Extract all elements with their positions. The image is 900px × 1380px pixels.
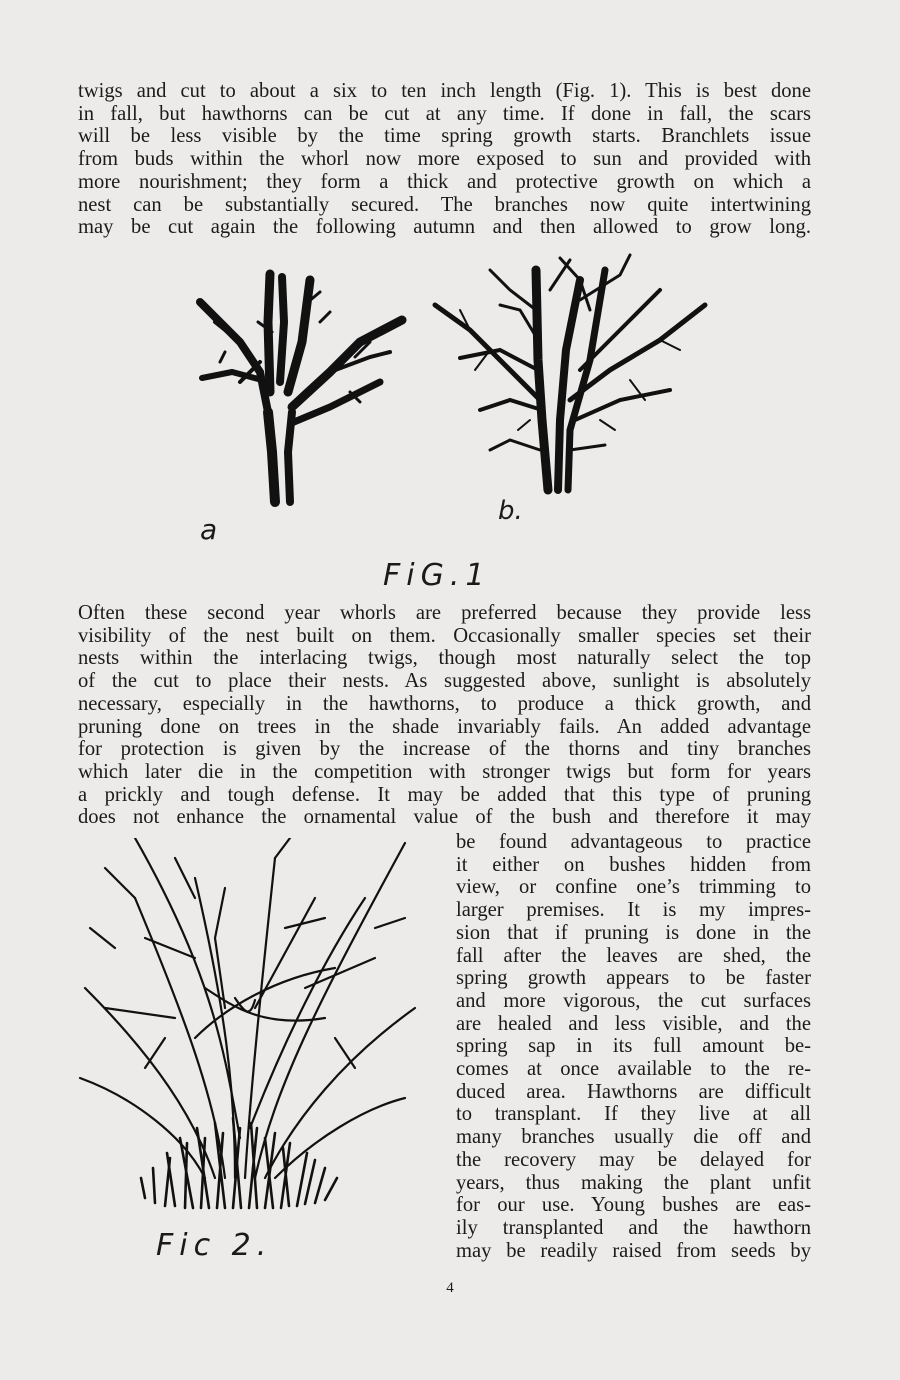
figure-1b-label: b. (498, 496, 523, 526)
figure-2-bush-drawing (75, 838, 430, 1218)
paragraph-2 (78, 602, 811, 829)
text-line: fall after the leaves are shed, the (456, 944, 811, 967)
text-line: of the cut to place their nests. As suggested above, sunlight is absolutely (78, 670, 811, 693)
text-line: visibility of the nest built on them. Occasionally smaller species set their (78, 624, 811, 647)
figure-1-caption: FiG.1 (383, 558, 491, 593)
figure-1a-label: a (200, 513, 218, 546)
text-line: may be cut again the following autumn and then allowed to grow long. (78, 216, 811, 239)
figure-1b-regrown-bush (430, 250, 710, 500)
text-line: it either on bushes hidden from (456, 853, 811, 876)
figure-1a-pruned-bush (180, 262, 410, 512)
text-line: which later die in the competition with stronger twigs but form for years (78, 760, 811, 783)
figure-2-caption: Fic 2. (156, 1228, 273, 1263)
text-line: necessary, especially in the hawthorns, to produce a thick growth, and (78, 692, 811, 715)
text-line: for protection is given by the increase of the thorns and tiny branches (78, 738, 811, 761)
text-line: be found advantageous to practice (456, 831, 811, 853)
text-line: duced area. Hawthorns are difficult (456, 1080, 811, 1103)
text-line: does not enhance the ornamental value of the bush and therefore it may (78, 806, 811, 829)
text-line: larger premises. It is my impres- (456, 899, 811, 922)
text-line: to transplant. If they live at all (456, 1103, 811, 1126)
text-line: spring growth appears to be faster (456, 967, 811, 990)
text-line: for our use. Young bushes are eas- (456, 1194, 811, 1217)
text-line: and more vigorous, the cut surfaces (456, 989, 811, 1012)
text-line: in fall, but hawthorns can be cut at any time. If done in fall, the scars (78, 102, 811, 125)
text-line: will be less visible by the time spring growth starts. Branchlets issue (78, 125, 811, 148)
text-line: Often these second year whorls are preferred because they provide less (78, 602, 811, 624)
text-line: many branches usually die off and (456, 1126, 811, 1149)
text-line: a prickly and tough defense. It may be added that this type of pruning (78, 783, 811, 806)
paragraph-1 (78, 80, 811, 239)
text-line: twigs and cut to about a six to ten inch length (Fig. 1). This is best done (78, 80, 811, 102)
text-line: view, or confine one’s trimming to (456, 876, 811, 899)
text-line: pruning done on trees in the shade invariably fails. An added advantage (78, 715, 811, 738)
text-line: sion that if pruning is done in the (456, 921, 811, 944)
text-line: the recovery may be delayed for (456, 1148, 811, 1171)
text-line: nest can be substantially secured. The branches now quite intertwining (78, 193, 811, 216)
text-line: nests within the interlacing twigs, though most naturally select the top (78, 647, 811, 670)
paragraph-3 (456, 831, 811, 1262)
text-line: comes at once available to the re- (456, 1058, 811, 1081)
text-line: ily transplanted and the hawthorn (456, 1216, 811, 1239)
text-line: years, thus making the plant unfit (456, 1171, 811, 1194)
text-line: may be readily raised from seeds by (456, 1239, 811, 1262)
text-line: spring sap in its full amount be- (456, 1035, 811, 1058)
text-line: are healed and less visible, and the (456, 1012, 811, 1035)
page-number: 4 (446, 1280, 454, 1296)
text-line: more nourishment; they form a thick and protective growth on which a (78, 170, 811, 193)
text-line: from buds within the whorl now more exposed to sun and provided with (78, 148, 811, 171)
